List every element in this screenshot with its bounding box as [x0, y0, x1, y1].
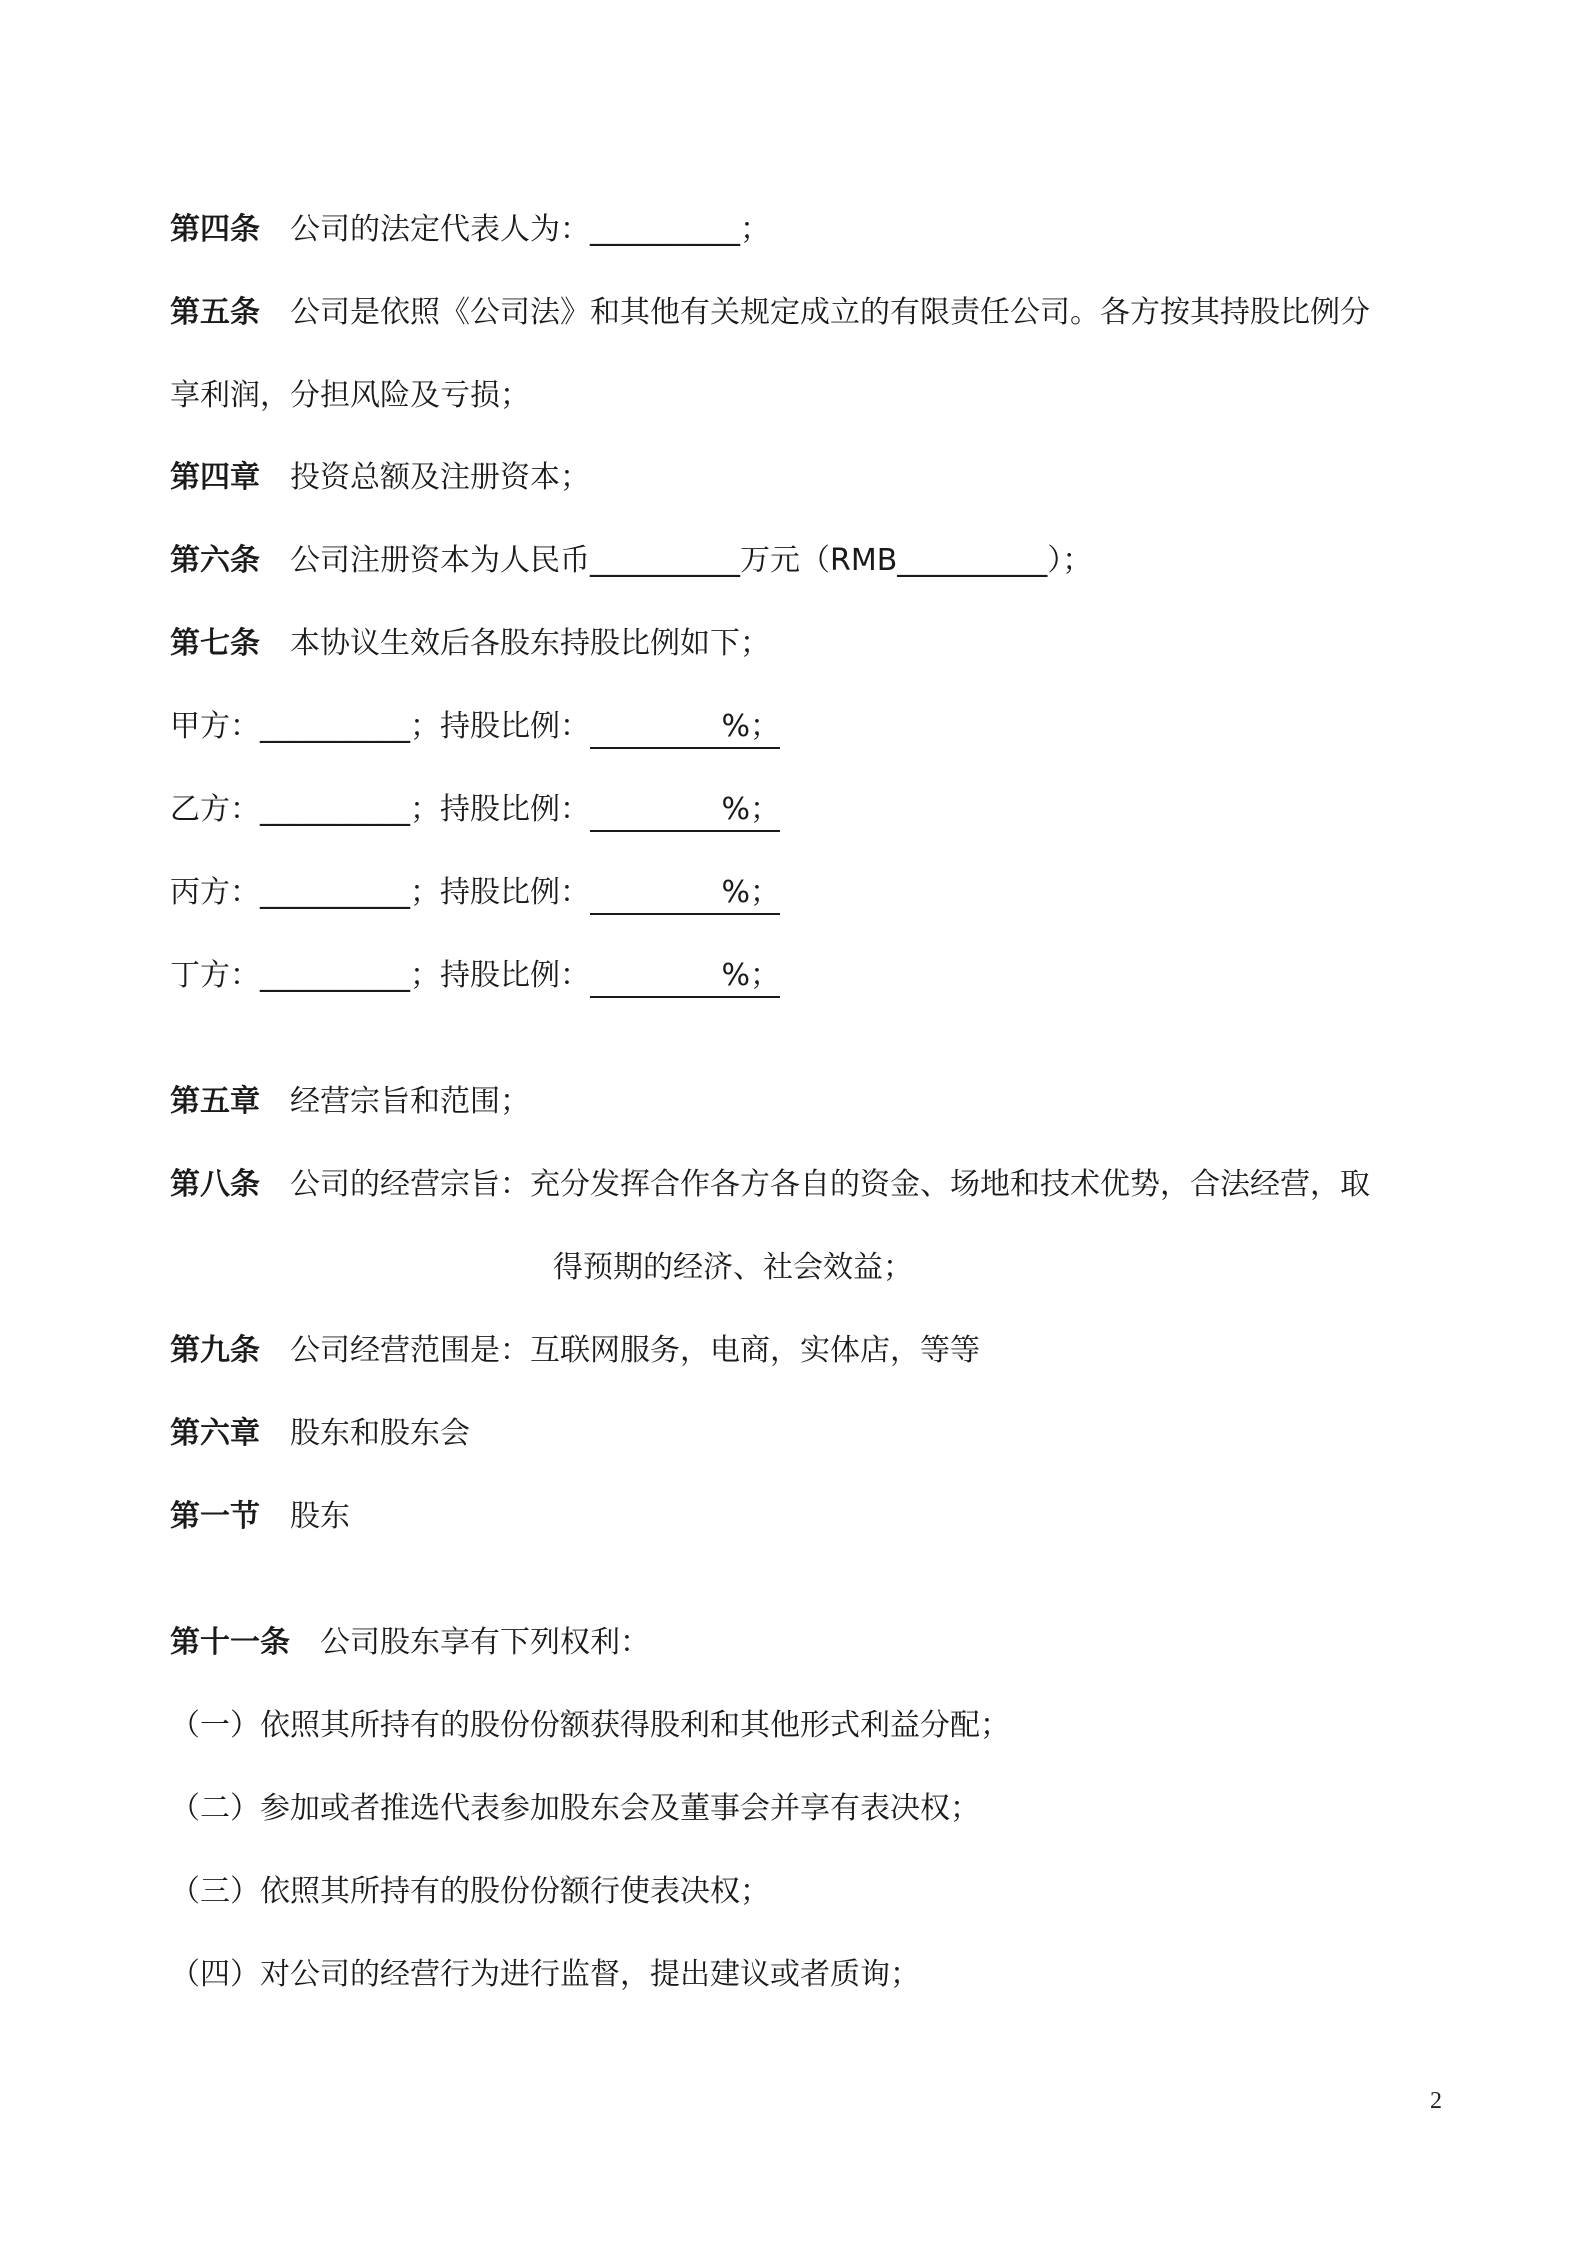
article-11: [170, 1621, 650, 1665]
shareholder-party: 丙方：__________；持股比例：: [170, 875, 590, 910]
shareholding-percent-field: %；: [590, 707, 780, 749]
article-9: [170, 1329, 980, 1373]
article-8-continued: [553, 1246, 913, 1290]
rights-list-item: [170, 1870, 770, 1914]
rights-list-item: [170, 1704, 1010, 1748]
chapter-6: [170, 1412, 470, 1456]
chapter-title: 经营宗旨和范围；: [290, 1084, 530, 1119]
shareholder-party: 甲方：__________；持股比例：: [170, 709, 590, 744]
shareholder-row: [170, 954, 780, 998]
article-text: 公司股东享有下列权利：: [320, 1625, 650, 1660]
article-label: 第七条: [170, 626, 260, 661]
rights-item-text: （二）参加或者推选代表参加股东会及董事会并享有表决权；: [170, 1791, 980, 1826]
shareholder-row: [170, 788, 780, 832]
page-number: 2: [1430, 2088, 1442, 2114]
chapter-label: 第六章: [170, 1416, 260, 1451]
article-text: 公司经营范围是：互联网服务，电商，实体店，等等: [290, 1333, 980, 1368]
article-label: 第十一条: [170, 1625, 290, 1660]
article-text: 享利润，分担风险及亏损；: [170, 378, 530, 413]
article-text: 公司是依照《公司法》和其他有关规定成立的有限责任公司。各方按其持股比例分: [290, 295, 1370, 330]
article-4: [170, 208, 770, 252]
section-label: 第一节: [170, 1499, 260, 1534]
shareholding-percent-field: %；: [590, 956, 780, 998]
article-label: 第八条: [170, 1167, 260, 1202]
shareholder-party: 丁方：__________；持股比例：: [170, 958, 590, 993]
article-label: 第九条: [170, 1333, 260, 1368]
article-7: [170, 622, 770, 666]
article-6: [170, 539, 1092, 583]
chapter-label: 第五章: [170, 1084, 260, 1119]
article-text: 公司的经营宗旨：充分发挥合作各方各自的资金、场地和技术优势，合法经营，取: [290, 1167, 1370, 1202]
rights-item-text: （三）依照其所持有的股份份额行使表决权；: [170, 1874, 770, 1909]
article-text: 得预期的经济、社会效益；: [553, 1250, 913, 1285]
shareholder-row: [170, 705, 780, 749]
rights-item-text: （四）对公司的经营行为进行监督，提出建议或者质询；: [170, 1957, 920, 1992]
section-title: 股东: [290, 1499, 350, 1534]
chapter-label: 第四章: [170, 460, 260, 495]
section-1: [170, 1495, 350, 1539]
article-text: 公司的法定代表人为：__________；: [290, 212, 770, 247]
chapter-title: 股东和股东会: [290, 1416, 470, 1451]
shareholder-party: 乙方：__________；持股比例：: [170, 792, 590, 827]
shareholding-percent-field: %；: [590, 873, 780, 915]
chapter-5: [170, 1080, 530, 1124]
article-label: 第六条: [170, 543, 260, 578]
article-8: [170, 1163, 1370, 1207]
rights-list-item: [170, 1953, 920, 1997]
shareholding-percent-field: %；: [590, 790, 780, 832]
shareholder-row: [170, 871, 780, 915]
rights-list-item: [170, 1787, 980, 1831]
chapter-4: [170, 456, 590, 500]
article-text: 本协议生效后各股东持股比例如下；: [290, 626, 770, 661]
article-text: 公司注册资本为人民币__________万元（RMB__________）；: [290, 543, 1093, 578]
article-5: [170, 291, 1370, 335]
article-label: 第五条: [170, 295, 260, 330]
article-label: 第四条: [170, 212, 260, 247]
rights-item-text: （一）依照其所持有的股份份额获得股利和其他形式利益分配；: [170, 1708, 1010, 1743]
chapter-title: 投资总额及注册资本；: [290, 460, 590, 495]
article-5-continued: [170, 374, 530, 418]
